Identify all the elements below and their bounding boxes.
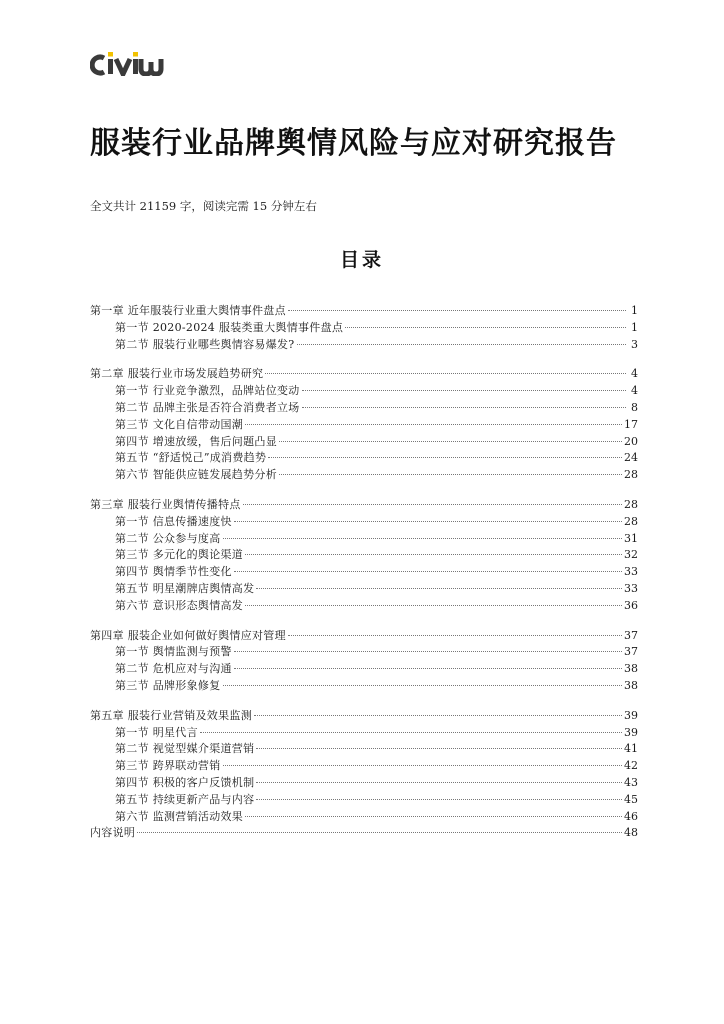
toc-chapter-row[interactable] — [90, 497, 638, 514]
toc-leader-dots — [234, 651, 622, 652]
civiw-logo-mark — [90, 50, 174, 76]
toc-section-label: 第五节 明星潮牌店舆情高发 — [115, 581, 255, 595]
toc-page-number: 43 — [624, 775, 638, 789]
toc-page-number: 31 — [624, 531, 638, 545]
toc-section-row[interactable] — [90, 383, 638, 400]
toc-section-row[interactable] — [90, 434, 638, 451]
toc-leader-dots — [243, 504, 622, 505]
toc-leader-dots — [268, 457, 622, 458]
toc-section-row[interactable] — [90, 792, 638, 809]
toc-section-row[interactable] — [90, 598, 638, 615]
toc-section-row[interactable] — [90, 547, 638, 564]
toc-leader-dots — [245, 605, 622, 606]
toc-section-row[interactable] — [90, 320, 638, 337]
toc-leader-dots — [302, 390, 626, 391]
toc-section-label: 第一节 信息传播速度快 — [115, 514, 232, 528]
toc-spacer — [90, 695, 638, 708]
toc-section-row[interactable] — [90, 741, 638, 758]
toc-section-row[interactable] — [90, 725, 638, 742]
toc-page-number: 24 — [624, 451, 638, 465]
toc-leader-dots — [223, 685, 623, 686]
toc-page-number: 46 — [624, 809, 638, 823]
toc-page-number: 3 — [631, 337, 638, 351]
brand-logo — [90, 50, 174, 76]
toc-leader-dots — [279, 441, 622, 442]
toc-page-number: 17 — [624, 417, 638, 431]
toc-closing-row[interactable] — [90, 825, 638, 842]
toc-section-label: 第三节 多元化的舆论渠道 — [115, 548, 244, 562]
toc-leader-dots — [288, 635, 622, 636]
toc-leader-dots — [279, 474, 622, 475]
toc-chapter-row[interactable] — [90, 303, 638, 320]
toc-section-label: 第三节 品牌形象修复 — [115, 678, 221, 692]
toc-section-label: 第三节 文化自信带动国潮 — [115, 417, 244, 431]
toc-section-label: 第六节 监测营销活动效果 — [115, 809, 244, 823]
toc-page-number: 38 — [624, 662, 638, 676]
toc-section-row[interactable] — [90, 514, 638, 531]
toc-section-row[interactable] — [90, 337, 638, 354]
toc-page-number: 8 — [631, 400, 638, 414]
toc-leader-dots — [223, 538, 623, 539]
toc-leader-dots — [137, 832, 622, 833]
toc-section-label: 第二节 公众参与度高 — [115, 531, 221, 545]
toc-section-label: 第四节 舆情季节性变化 — [115, 565, 232, 579]
toc-leader-dots — [256, 748, 622, 749]
toc-page-number: 4 — [631, 384, 638, 398]
toc-page-number: 48 — [624, 826, 638, 840]
toc-leader-dots — [234, 668, 622, 669]
toc-page-number: 38 — [624, 678, 638, 692]
toc-page-number: 33 — [624, 565, 638, 579]
toc-section-label: 第四节 积极的客户反馈机制 — [115, 775, 255, 789]
toc-section-label: 第五节 持续更新产品与内容 — [115, 792, 255, 806]
toc-section-label: 第一节 明星代言 — [115, 725, 198, 739]
toc-section-row[interactable] — [90, 400, 638, 417]
toc-section-row[interactable] — [90, 775, 638, 792]
toc-page-number: 28 — [624, 497, 638, 511]
toc-chapter-label: 第二章 服装行业市场发展趋势研究 — [90, 367, 264, 381]
toc-chapter-label: 第三章 服装行业舆情传播特点 — [90, 497, 241, 511]
toc-section-label: 第六节 意识形态舆情高发 — [115, 598, 244, 612]
toc-section-label: 第四节 增速放缓，售后问题凸显 — [115, 434, 277, 448]
toc-page-number: 1 — [631, 320, 638, 334]
toc-section-row[interactable] — [90, 678, 638, 695]
toc-section-label: 第一节 行业竞争激烈，品牌站位变动 — [115, 384, 300, 398]
toc-spacer — [90, 484, 638, 497]
toc-page-number: 37 — [624, 645, 638, 659]
toc-section-row[interactable] — [90, 581, 638, 598]
toc-leader-dots — [297, 344, 627, 345]
toc-spacer — [90, 615, 638, 628]
toc-chapter-row[interactable] — [90, 628, 638, 645]
toc-section-label: 第二节 视觉型媒介渠道营销 — [115, 742, 255, 756]
toc-page-number: 28 — [624, 514, 638, 528]
toc-section-row[interactable] — [90, 531, 638, 548]
toc-leader-dots — [245, 424, 622, 425]
toc-section-row[interactable] — [90, 467, 638, 484]
toc-leader-dots — [234, 521, 622, 522]
toc-section-label: 第二节 服装行业哪些舆情容易爆发? — [115, 337, 295, 351]
toc-closing-label: 内容说明 — [90, 826, 136, 840]
toc-page-number: 36 — [624, 598, 638, 612]
table-of-contents — [90, 303, 638, 842]
word-count-note: 全文共计 21159 字，阅读完需 15 分钟左右 — [90, 199, 317, 213]
toc-leader-dots — [345, 327, 626, 328]
report-title: 服装行业品牌舆情风险与应对研究报告 — [90, 126, 617, 161]
toc-heading: 目录 — [339, 249, 384, 271]
toc-chapter-row[interactable] — [90, 366, 638, 383]
toc-page-number: 28 — [624, 468, 638, 482]
toc-section-label: 第二节 危机应对与沟通 — [115, 662, 232, 676]
toc-section-label: 第二节 品牌主张是否符合消费者立场 — [115, 400, 300, 414]
toc-leader-dots — [254, 715, 622, 716]
toc-chapter-row[interactable] — [90, 708, 638, 725]
toc-section-label: 第三节 跨界联动营销 — [115, 759, 221, 773]
toc-section-row[interactable] — [90, 661, 638, 678]
toc-leader-dots — [200, 732, 622, 733]
toc-section-row[interactable] — [90, 417, 638, 434]
toc-spacer — [90, 353, 638, 366]
toc-leader-dots — [245, 554, 622, 555]
toc-page-number: 41 — [624, 742, 638, 756]
toc-section-row[interactable] — [90, 809, 638, 826]
toc-section-label: 第五节 “舒适悦己”成消费趋势 — [115, 451, 267, 465]
toc-leader-dots — [265, 373, 626, 374]
toc-chapter-label: 第四章 服装企业如何做好舆情应对管理 — [90, 628, 286, 642]
toc-leader-dots — [288, 310, 626, 311]
toc-section-row[interactable] — [90, 450, 638, 467]
toc-chapter-label: 第五章 服装行业营销及效果监测 — [90, 708, 252, 722]
toc-leader-dots — [223, 765, 623, 766]
toc-page-number: 32 — [624, 548, 638, 562]
toc-page-number: 1 — [631, 304, 638, 317]
toc-section-label: 第六节 智能供应链发展趋势分析 — [115, 468, 277, 482]
toc-section-label: 第一节 舆情监测与预警 — [115, 645, 232, 659]
toc-section-row[interactable] — [90, 644, 638, 661]
toc-page-number: 42 — [624, 759, 638, 773]
toc-leader-dots — [234, 571, 622, 572]
toc-page-number: 37 — [624, 628, 638, 642]
toc-section-label: 第一节 2020-2024 服装类重大舆情事件盘点 — [115, 320, 344, 334]
toc-section-row[interactable] — [90, 564, 638, 581]
toc-leader-dots — [302, 407, 626, 408]
toc-page-number: 4 — [631, 367, 638, 381]
toc-page-number: 45 — [624, 792, 638, 806]
toc-page-number: 33 — [624, 581, 638, 595]
toc-leader-dots — [256, 782, 622, 783]
toc-chapter-label: 第一章 近年服装行业重大舆情事件盘点 — [90, 304, 286, 317]
toc-page-number: 39 — [624, 725, 638, 739]
toc-leader-dots — [256, 588, 622, 589]
toc-leader-dots — [256, 799, 622, 800]
toc-page-number: 20 — [624, 434, 638, 448]
toc-leader-dots — [245, 816, 622, 817]
toc-section-row[interactable] — [90, 758, 638, 775]
toc-page-number: 39 — [624, 708, 638, 722]
